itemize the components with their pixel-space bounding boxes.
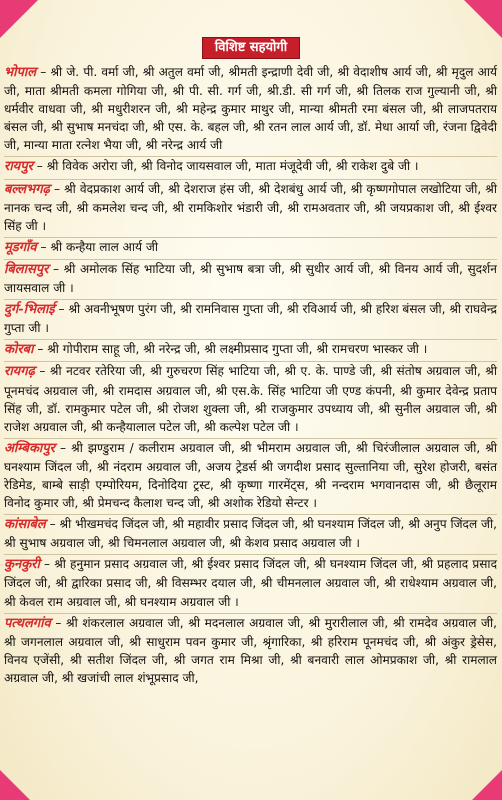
entry-text: श्री नटवर रतेरिया जी, श्री गुरुचरण सिंह भाटिया जी, श्री ए. के. पाण्डे जी, श्री संतोष अग्रवाल जी, श्री पूनमचंद अग्रवाल जी, श्री रामदास अग्रवाल जी, श्री एस.के. सिंह भाटिया जी एण्ड कंपनी, श्री कुमार देवेन्द्र प्रताप सिंह जी, डॉ. रामकुमार पटेल जी, श्री रोजश शुक्ला जी, श्री राजकुमार उपध्याय जी, श्री सुनील अग्रवाल जी, श्री राजेश अग्रवाल जी, श्री कन्हैयालाल पटेल जी, श्री कल्पेश पटेल जी ।	[4, 364, 497, 434]
entry-ballabhgarh: बल्लभगढ़ – श्री वेदप्रकाश आर्य जी, श्री देशराज हंस जी, श्री देशबंधु आर्य जी, श्री कृष्णगोपाल लखोटिया जी, श्री नानक चन्द जी, श्री कमलेश चन्द जी, श्री रामकिशोर भंडारी जी, श्री रामअवतार जी, श्री जयप्रकाश जी, श्री ईश्वर सिंह जी ।	[4, 180, 497, 238]
supporters-list	[4, 63, 497, 689]
entry-text: श्री वेदप्रकाश आर्य जी, श्री देशराज हंस जी, श्री देशबंधु आर्य जी, श्री कृष्णगोपाल लखोटिया जी, श्री नानक चन्द जी, श्री कमलेश चन्द जी, श्री रामकिशोर भंडारी जी, श्री रामअवतार जी, श्री जयप्रकाश जी, श्री ईश्वर सिंह जी ।	[4, 181, 497, 233]
city-name: बल्लभगढ़	[4, 181, 50, 197]
entry-text: श्री अवनीभूषण पुरंग जी, श्री रामनिवास गुप्ता जी, श्री रविआर्य जी, श्री हरिश बंसल जी, श्री राघवेन्द्र गुप्ता जी ।	[4, 302, 497, 336]
corner-decoration-top-left	[0, 0, 38, 38]
entry-durg-bhilai: दुर्ग-भिलाई – श्री अवनीभूषण पुरंग जी, श्री रामनिवास गुप्ता जी, श्री रविआर्य जी, श्री हरिश बंसल जी, श्री राघवेन्द्र गुप्ता जी ।	[4, 300, 497, 340]
entry-text: श्री झण्डुराम / कलीराम अग्रवाल जी, श्री भीमराम अग्रवाल जी, श्री चिरंजीलाल अग्रवाल जी, श्री घनश्याम जिंदल जी, श्री नंदराम अग्रवाल जी, अजय ट्रेडर्स श्री जगदीश प्रसाद सुल्तानिया जी, सुरेश होजरी, बसंत रेडिमेड, बाम्बे साड़ी एम्पोरियम, दिनोदिया ट्रस्ट, श्री कृष्णा गारमेंट्स, श्री नन्दराम भगवानदास जी, श्री छैलूराम विनोद कुमार जी, श्री प्रेमचन्द कैलाश चन्द जी, श्री अशोक रेडियो सेन्टर ।	[4, 440, 497, 511]
entry-kansabel: कांसाबेल – श्री भीखमचंद जिंदल जी, श्री महावीर प्रसाद जिंदल जी, श्री घनश्याम जिंदल जी, श्री अनुप जिंदल जी, श्री सुभाष अग्रवाल जी, श्री चिमनलाल अग्रवाल जी, श्री केशव प्रसाद अग्रवाल जी ।	[4, 515, 497, 555]
entry-pathalgaon: पत्थलगांव – श्री शंकरलाल अग्रवाल जी, श्री मदनलाल अग्रवाल जी, श्री मुरारीलाल जी, श्री रामदेव अग्रवाल जी, श्री जगनलाल अग्रवाल जी, श्री साधुराम पवन कुमार जी, श्रृंगारिका, श्री हरिराम पूनमचंद जी, श्री अंकुर ड्रेसेस, विनय एजेंसी, श्री सतीश जिंदल जी, श्री जगत राम मिश्रा जी, श्री बनवारी लाल ओमप्रकाश जी, श्री रामलाल अग्रवाल जी, श्री खजांची लाल शंभूप्रसाद जी,	[4, 615, 497, 685]
city-name: बिलासपुर	[4, 261, 49, 277]
corner-decoration-bottom-left	[0, 770, 30, 800]
city-name: मूडगाँव	[4, 239, 37, 255]
corner-decoration-bottom-right	[472, 770, 502, 800]
entry-bilaspur: बिलासपुर – श्री अमोलक सिंह भाटिया जी, श्री सुभाष बत्रा जी, श्री सुधीर आर्य जी, श्री विनय आर्य जी, सुदर्शन जायसवाल जी ।	[4, 260, 497, 300]
page-heading: विशिष्ट सहयोगी	[202, 37, 300, 59]
entry-text: श्री जे. पी. वर्मा जी, श्री अतुल वर्मा जी, श्रीमती इन्द्राणी देवी जी, श्री वेदाशीष आर्य जी, श्री मृदुल आर्य जी, माता श्रीमती कमला गोगिया जी, श्री पी. सी. गर्ग जी, श्री.डी. सी गर्ग जी, श्री तिलक राज गुल्यानी जी, श्री धर्मवीर वाधवा जी, श्री मधुरीशरन जी, श्री महेन्द्र कुमार माथुर जी, मान्या श्रीमती रमा बंसल जी, श्री लाजपतराय बंसल जी, श्री सुभाष मनचंदा जी, श्री एस. के. बहल जी, श्री रतन लाल आर्य जी, डॉ. मेधा आर्या जी, रंजना द्विवेदी जी, मान्या माता रत्नेश भैया जी, श्री नरेन्द्र आर्य जी	[4, 65, 497, 153]
city-name: दुर्ग-भिलाई	[4, 302, 55, 318]
city-name: रायगढ़	[4, 364, 35, 380]
entry-moodgaon: मूडगाँव – श्री कन्हैया लाल आर्य जी	[4, 238, 497, 260]
city-name: कुनकुरी	[4, 557, 40, 573]
city-name: पत्थलगांव	[4, 615, 51, 631]
city-name: अम्बिकापुर	[4, 440, 55, 456]
entry-text: श्री विवेक अरोरा जी, श्री विनोद जायसवाल जी, माता मंजूदेवी जी, श्री राकेश दुबे जी ।	[46, 159, 419, 174]
heading-container	[0, 0, 502, 56]
entry-korba: कोरबा – श्री गोपीराम साहू जी, श्री नरेन्द्र जी, श्री लक्ष्मीप्रसाद गुप्ता जी, श्री रामचरण भास्कर जी ।	[4, 340, 497, 362]
entry-text: श्री अमोलक सिंह भाटिया जी, श्री सुभाष बत्रा जी, श्री सुधीर आर्य जी, श्री विनय आर्य जी, सुदर्शन जायसवाल जी ।	[4, 261, 497, 296]
entry-bhopal: भोपाल – श्री जे. पी. वर्मा जी, श्री अतुल वर्मा जी, श्रीमती इन्द्राणी देवी जी, श्री वेदाशीष आर्य जी, श्री मृदुल आर्य जी, माता श्रीमती कमला गोगिया जी, श्री पी. सी. गर्ग जी, श्री.डी. सी गर्ग जी, श्री तिलक राज गुल्यानी जी, श्री धर्मवीर वाधवा जी, श्री मधुरीशरन जी, श्री महेन्द्र कुमार माथुर जी, मान्या श्रीमती रमा बंसल जी, श्री लाजपतराय बंसल जी, श्री सुभाष मनचंदा जी, श्री एस. के. बहल जी, श्री रतन लाल आर्य जी, डॉ. मेधा आर्या जी, रंजना द्विवेदी जी, मान्या माता रत्नेश भैया जी, श्री नरेन्द्र आर्य जी	[4, 63, 497, 157]
entry-text: श्री शंकरलाल अग्रवाल जी, श्री मदनलाल अग्रवाल जी, श्री मुरारीलाल जी, श्री रामदेव अग्रवाल जी, श्री जगनलाल अग्रवाल जी, श्री साधुराम पवन कुमार जी, श्रृंगारिका, श्री हरिराम पूनमचंद जी, श्री अंकुर ड्रेसेस, विनय एजेंसी, श्री सतीश जिंदल जी, श्री जगत राम मिश्रा जी, श्री बनवारी लाल ओमप्रकाश जी, श्री रामलाल अग्रवाल जी, श्री खजांची लाल शंभूप्रसाद जी,	[4, 615, 497, 685]
city-name: कांसाबेल	[4, 517, 46, 533]
entry-text: श्री भीखमचंद जिंदल जी, श्री महावीर प्रसाद जिंदल जी, श्री घनश्याम जिंदल जी, श्री अनुप जिंदल जी, श्री सुभाष अग्रवाल जी, श्री चिमनलाल अग्रवाल जी, श्री केशव प्रसाद अग्रवाल जी ।	[4, 517, 497, 551]
city-name: भोपाल	[4, 65, 37, 80]
entry-raipur: रायपुर – श्री विवेक अरोरा जी, श्री विनोद जायसवाल जी, माता मंजूदेवी जी, श्री राकेश दुबे जी ।	[4, 157, 497, 179]
entry-raigarh: रायगढ़ – श्री नटवर रतेरिया जी, श्री गुरुचरण सिंह भाटिया जी, श्री ए. के. पाण्डे जी, श्री संतोष अग्रवाल जी, श्री पूनमचंद अग्रवाल जी, श्री रामदास अग्रवाल जी, श्री एस.के. सिंह भाटिया जी एण्ड कंपनी, श्री कुमार देवेन्द्र प्रताप सिंह जी, डॉ. रामकुमार पटेल जी, श्री रोजश शुक्ला जी, श्री राजकुमार उपध्याय जी, श्री सुनील अग्रवाल जी, श्री राजेश अग्रवाल जी, श्री कन्हैयालाल पटेल जी, श्री कल्पेश पटेल जी ।	[4, 362, 497, 438]
entry-kunkuri: कुनकुरी – श्री हनुमान प्रसाद अग्रवाल जी, श्री ईश्वर प्रसाद जिंदल जी, श्री घनश्याम जिंदल जी, श्री प्रहलाद प्रसाद जिंदल जी, श्री द्वारिका प्रसाद जी, श्री विसम्भर दयाल जी, श्री चीमनलाल अग्रवाल जी, श्री राधेश्याम अग्रवाल जी, श्री केवल राम अग्रवाल जी, श्री घनश्याम अग्रवाल जी ।	[4, 555, 497, 613]
city-name: रायपुर	[4, 159, 33, 175]
entry-text: श्री हनुमान प्रसाद अग्रवाल जी, श्री ईश्वर प्रसाद जिंदल जी, श्री घनश्याम जिंदल जी, श्री प्रहलाद प्रसाद जिंदल जी, श्री द्वारिका प्रसाद जी, श्री विसम्भर दयाल जी, श्री चीमनलाल अग्रवाल जी, श्री राधेश्याम अग्रवाल जी, श्री केवल राम अग्रवाल जी, श्री घनश्याम अग्रवाल जी ।	[4, 557, 497, 609]
city-name: कोरबा	[4, 342, 34, 358]
corner-decoration-top-right	[464, 0, 502, 38]
entry-ambikapur: अम्बिकापुर – श्री झण्डुराम / कलीराम अग्रवाल जी, श्री भीमराम अग्रवाल जी, श्री चिरंजीलाल अग्रवाल जी, श्री घनश्याम जिंदल जी, श्री नंदराम अग्रवाल जी, अजय ट्रेडर्स श्री जगदीश प्रसाद सुल्तानिया जी, सुरेश होजरी, बसंत रेडिमेड, बाम्बे साड़ी एम्पोरियम, दिनोदिया ट्रस्ट, श्री कृष्णा गारमेंट्स, श्री नन्दराम भगवानदास जी, श्री छैलूराम विनोद कुमार जी, श्री प्रेमचन्द कैलाश चन्द जी, श्री अशोक रेडियो सेन्टर ।	[4, 439, 497, 515]
entry-text: श्री कन्हैया लाल आर्य जी	[50, 239, 158, 254]
entry-text: श्री गोपीराम साहू जी, श्री नरेन्द्र जी, श्री लक्ष्मीप्रसाद गुप्ता जी, श्री रामचरण भास्कर जी ।	[47, 342, 428, 357]
